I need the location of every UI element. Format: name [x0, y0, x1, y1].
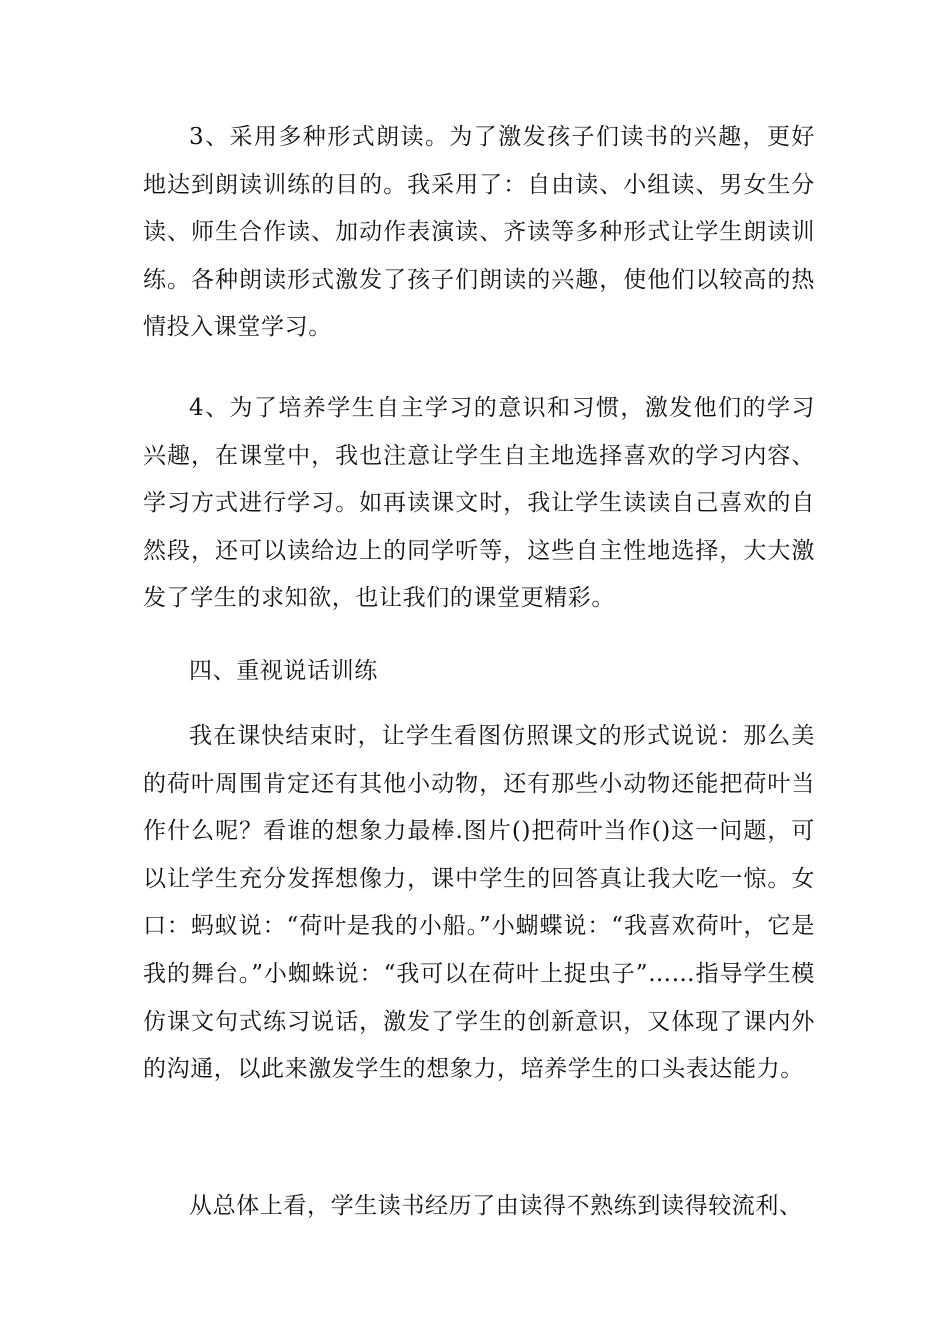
paragraph-speaking-training: 我在课快结束时，让学生看图仿照课文的形式说说：那么美的荷叶周围肯定还有其他小动物，还有那些小动物还能把荷叶当作什么呢？看谁的想象力最棒.图片()把荷叶当作()这一问题，可以让学生充分发挥想像力，课中学生的回答真让我大吃一惊。女口：蚂蚁说：“荷叶是我的小船。”小蝴蝶说：“我喜欢荷叶，它是我的舞台。”小蜘蛛说：“我可以在荷叶上捉虫子”……指导学生模仿课文句式练习说话，激发了学生的创新意识，又体现了课内外的沟通，以此来激发学生的想象力，培养学生的口头表达能力。	[143, 723, 815, 1083]
paragraph-reading-forms: 3、采用多种形式朗读。为了激发孩子们读书的兴趣，更好地达到朗读训练的目的。我采用了：自由读、小组读、男女生分读、师生合作读、加动作表演读、齐读等多种形式让学生朗读训练。各种朗读形式激发了孩子们朗读的兴趣，使他们以较高的热情投入课堂学习。	[143, 124, 815, 341]
paragraph-overall-summary: 从总体上看，学生读书经历了由读得不熟练到读得较流利、	[189, 1193, 803, 1219]
section-heading-speaking-training: 四、重视说话训练	[189, 658, 378, 684]
paragraph-autonomous-learning: 4、为了培养学生自主学习的意识和习惯，激发他们的学习兴趣，在课堂中，我也注意让学生自主地选择喜欢的学习内容、学习方式进行学习。如再读课文时，我让学生读读自己喜欢的自然段，还可以读给边上的同学听等，这些自主性地选择，大大激发了学生的求知欲，也让我们的课堂更精彩。	[143, 395, 815, 612]
